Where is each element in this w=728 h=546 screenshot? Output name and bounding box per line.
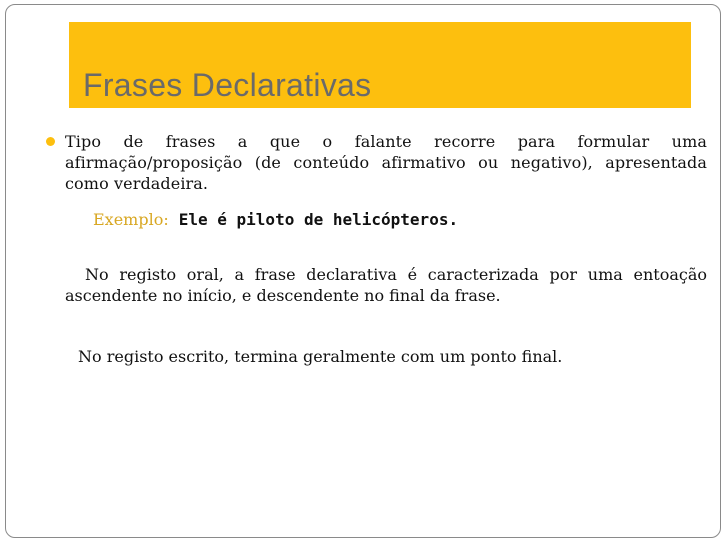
example-label: Exemplo: [93,210,169,229]
bullet-paragraph: Tipo de frases a que o falante recorre para formular uma afirmação/proposição (de conteúdo afirmativo ou negativo), apresentada como verdadeira. [65,132,707,193]
bullet-icon [46,137,55,146]
oral-register-paragraph: No registo oral, a frase declarativa é caracterizada por uma entoação ascendente no início, e descendente no final da frase. [65,265,707,305]
written-register-paragraph: No registo escrito, termina geralmente com um ponto final. [78,347,563,366]
example-row [93,210,458,230]
slide-title: Frases Declarativas [83,67,372,103]
title-band [69,22,691,108]
example-sentence: Ele é piloto de helicópteros. [178,210,459,229]
